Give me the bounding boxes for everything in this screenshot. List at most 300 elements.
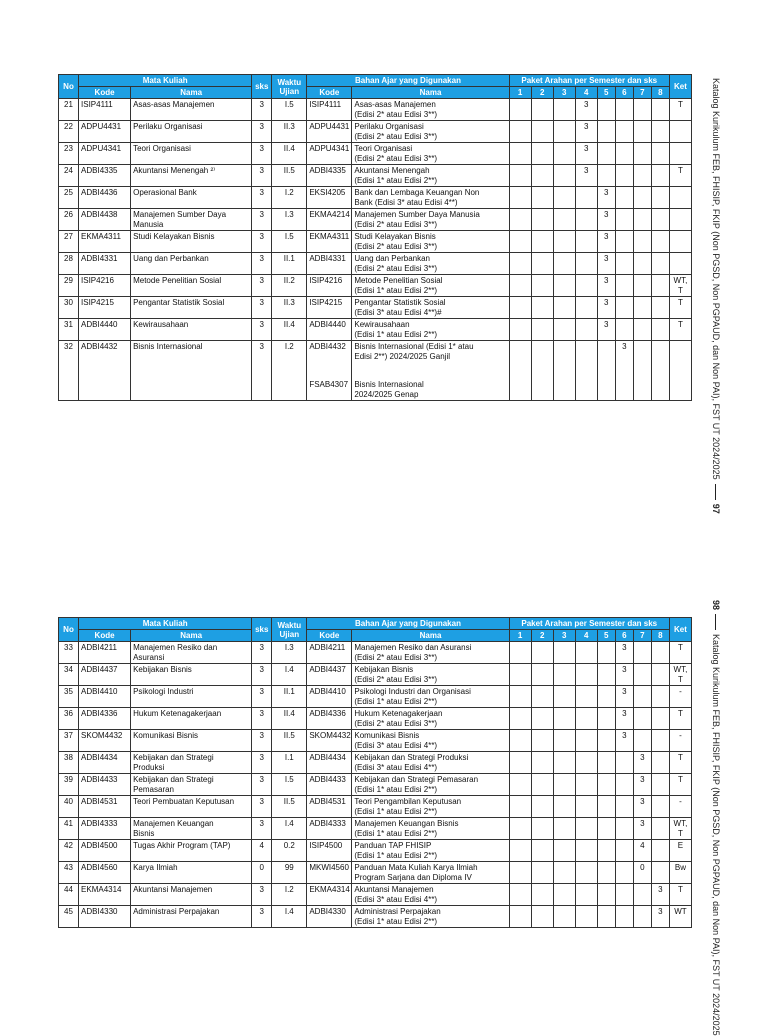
course-code: ADPU4341 [79, 143, 131, 165]
ket-cell: T [669, 165, 691, 187]
course-code: ADBI4500 [79, 840, 131, 862]
course-sks: 3 [252, 730, 272, 752]
material-name: Manajemen Resiko dan Asuransi (Edisi 2* atau Edisi 3**) [352, 642, 509, 664]
semester-cell [509, 143, 531, 165]
ket-cell: - [669, 686, 691, 708]
course-sks: 3 [252, 686, 272, 708]
table-row [59, 708, 692, 730]
material-code: ADPU4431 [307, 121, 352, 143]
semester-cell [651, 165, 669, 187]
semester-cell [597, 730, 615, 752]
course-code: ADBI4560 [79, 862, 131, 884]
header-bahan-nama: Nama [352, 87, 509, 99]
semester-cell [553, 708, 575, 730]
course-sks: 3 [252, 818, 272, 840]
semester-cell [575, 209, 597, 231]
exam-time: I.4 [272, 818, 307, 840]
course-name: Teori Pembuatan Keputusan [131, 796, 252, 818]
table-row [59, 99, 692, 121]
semester-cell [615, 253, 633, 275]
semester-cell [651, 686, 669, 708]
course-code: ISIP4215 [79, 297, 131, 319]
semester-cell [531, 686, 553, 708]
course-name: Uang dan Perbankan [131, 253, 252, 275]
semester-cell [553, 906, 575, 928]
semester-cell [575, 664, 597, 686]
material-name: Perilaku Organisasi (Edisi 2* atau Edisi 3**) [352, 121, 509, 143]
semester-cell [553, 664, 575, 686]
sidebar-footer-97 [711, 78, 721, 514]
table-row [59, 297, 692, 319]
header-row [59, 87, 692, 99]
semester-cell [633, 165, 651, 187]
header-nama: Nama [131, 630, 252, 642]
table-header [59, 618, 692, 642]
ket-cell [669, 231, 691, 253]
material-code: EKMA4314 [307, 884, 352, 906]
ket-cell: T [669, 642, 691, 664]
ket-cell: WT, T [669, 664, 691, 686]
row-no: 34 [59, 664, 79, 686]
material-code: EKSI4205 [307, 187, 352, 209]
course-name: Psikologi Industri [131, 686, 252, 708]
material-name: Akuntansi Menengah (Edisi 1* atau Edisi 2**) [352, 165, 509, 187]
semester-cell [509, 752, 531, 774]
semester-cell [509, 884, 531, 906]
course-sks: 0 [252, 862, 272, 884]
semester-cell: 3 [633, 796, 651, 818]
table-row [59, 774, 692, 796]
semester-cell [531, 99, 553, 121]
semester-cell [651, 275, 669, 297]
semester-cell [575, 341, 597, 401]
row-no: 35 [59, 686, 79, 708]
semester-cell [597, 752, 615, 774]
semester-cell [531, 774, 553, 796]
exam-time: I.3 [272, 209, 307, 231]
exam-time: 0.2 [272, 840, 307, 862]
material-name: Hukum Ketenagakerjaan (Edisi 2* atau Edisi 3**) [352, 708, 509, 730]
semester-cell [575, 708, 597, 730]
ket-cell: T [669, 99, 691, 121]
semester-cell [575, 796, 597, 818]
row-no: 27 [59, 231, 79, 253]
semester-cell: 3 [615, 730, 633, 752]
header-sks: sks [252, 618, 272, 642]
semester-cell [553, 752, 575, 774]
course-code: ISIP4111 [79, 99, 131, 121]
semester-cell [553, 275, 575, 297]
ket-cell: T [669, 752, 691, 774]
semester-cell: 3 [575, 165, 597, 187]
table-row [59, 730, 692, 752]
table-row [59, 165, 692, 187]
semester-cell [651, 818, 669, 840]
catalog-title: Katalog Kurikulum FEB, FHISIP, FKIP (Non PGSD, Non PGPAUD, dan Non PAI), FST UT 2024/2025 [711, 78, 721, 480]
header-paket: Paket Arahan per Semester dan sks [509, 618, 669, 630]
semester-cell [651, 708, 669, 730]
semester-cell [633, 187, 651, 209]
semester-cell [553, 165, 575, 187]
table-row [59, 818, 692, 840]
material-name: Panduan TAP FHISIP (Edisi 1* atau Edisi 2**) [352, 840, 509, 862]
semester-cell [597, 796, 615, 818]
semester-cell [615, 99, 633, 121]
semester-cell [651, 840, 669, 862]
semester-cell [553, 297, 575, 319]
semester-cell [509, 275, 531, 297]
semester-cell [651, 253, 669, 275]
ket-cell: T [669, 884, 691, 906]
material-code: EKMA4311 [307, 231, 352, 253]
semester-cell [615, 906, 633, 928]
material-name: Kebijakan Bisnis (Edisi 2* atau Edisi 3**) [352, 664, 509, 686]
semester-cell [575, 730, 597, 752]
semester-cell [633, 664, 651, 686]
semester-cell [509, 664, 531, 686]
semester-cell [651, 297, 669, 319]
course-sks: 3 [252, 319, 272, 341]
row-no: 26 [59, 209, 79, 231]
course-sks: 3 [252, 143, 272, 165]
semester-cell [509, 708, 531, 730]
course-name: Komunikasi Bisnis [131, 730, 252, 752]
header-bahan-kode: Kode [307, 630, 352, 642]
header-semester: 5 [597, 87, 615, 99]
course-sks: 3 [252, 275, 272, 297]
header-semester: 8 [651, 630, 669, 642]
material-name: Metode Penelitian Sosial (Edisi 1* atau Edisi 2**) [352, 275, 509, 297]
material-code: ADBI4331 [307, 253, 352, 275]
semester-cell: 3 [633, 774, 651, 796]
semester-cell [553, 341, 575, 401]
semester-cell [553, 686, 575, 708]
semester-cell [615, 121, 633, 143]
row-no: 38 [59, 752, 79, 774]
semester-cell [531, 319, 553, 341]
course-name: Tugas Akhir Program (TAP) [131, 840, 252, 862]
course-name: Administrasi Perpajakan [131, 906, 252, 928]
page-number: 97 [711, 503, 721, 514]
semester-cell [651, 774, 669, 796]
semester-cell: 3 [597, 319, 615, 341]
semester-cell [575, 818, 597, 840]
semester-cell [531, 642, 553, 664]
course-table-page-98 [58, 617, 692, 928]
material-code: ADBI4433 [307, 774, 352, 796]
row-no: 29 [59, 275, 79, 297]
header-bahan-ajar: Bahan Ajar yang Digunakan [307, 618, 509, 630]
semester-cell [633, 253, 651, 275]
course-code: ADBI4440 [79, 319, 131, 341]
material-code: ISIP4111 [307, 99, 352, 121]
course-name: Karya Ilmiah [131, 862, 252, 884]
header-ket: Ket [669, 75, 691, 99]
semester-cell [531, 121, 553, 143]
course-code: ADBI4433 [79, 774, 131, 796]
course-sks: 3 [252, 253, 272, 275]
table-row [59, 752, 692, 774]
exam-time: I.2 [272, 187, 307, 209]
course-code: EKMA4314 [79, 884, 131, 906]
semester-cell [615, 884, 633, 906]
header-row [59, 630, 692, 642]
course-sks: 3 [252, 121, 272, 143]
header-semester: 6 [615, 87, 633, 99]
course-name: Bisnis Internasional [131, 341, 252, 401]
course-code: SKOM4432 [79, 730, 131, 752]
exam-time: II.3 [272, 121, 307, 143]
course-sks: 3 [252, 796, 272, 818]
semester-cell [575, 642, 597, 664]
material-name: Kewirausahaan (Edisi 1* atau Edisi 2**) [352, 319, 509, 341]
exam-time: I.5 [272, 774, 307, 796]
header-row [59, 618, 692, 630]
semester-cell [597, 341, 615, 401]
header-bahan-nama: Nama [352, 630, 509, 642]
semester-cell [553, 774, 575, 796]
semester-cell [615, 796, 633, 818]
semester-cell [509, 862, 531, 884]
material-name: Uang dan Perbankan (Edisi 2* atau Edisi 3**) [352, 253, 509, 275]
semester-cell [553, 796, 575, 818]
course-table-page-97 [58, 74, 692, 401]
header-sks: sks [252, 75, 272, 99]
semester-cell [575, 752, 597, 774]
semester-cell [615, 209, 633, 231]
semester-cell [651, 664, 669, 686]
semester-cell [553, 862, 575, 884]
header-semester: 1 [509, 87, 531, 99]
row-no: 23 [59, 143, 79, 165]
header-semester: 4 [575, 630, 597, 642]
semester-cell [575, 253, 597, 275]
exam-time: II.4 [272, 319, 307, 341]
semester-cell [509, 121, 531, 143]
semester-cell [633, 209, 651, 231]
header-paket: Paket Arahan per Semester dan sks [509, 75, 669, 87]
course-name: Kewirausahaan [131, 319, 252, 341]
semester-cell [633, 686, 651, 708]
course-name: Manajemen Resiko dan Asuransi [131, 642, 252, 664]
semester-cell [553, 99, 575, 121]
semester-cell: 3 [597, 187, 615, 209]
header-semester: 5 [597, 630, 615, 642]
header-semester: 8 [651, 87, 669, 99]
table-row [59, 906, 692, 928]
header-waktu-ujian: Waktu Ujian [272, 75, 307, 99]
material-code: MKWI4560 [307, 862, 352, 884]
semester-cell [509, 818, 531, 840]
table-row [59, 231, 692, 253]
semester-cell [509, 99, 531, 121]
table-row [59, 275, 692, 297]
course-sks: 3 [252, 708, 272, 730]
course-name: Studi Kelayakan Bisnis [131, 231, 252, 253]
semester-cell [615, 862, 633, 884]
ket-cell: E [669, 840, 691, 862]
semester-cell [509, 253, 531, 275]
table-row [59, 796, 692, 818]
semester-cell [633, 121, 651, 143]
semester-cell [597, 708, 615, 730]
table-row [59, 686, 692, 708]
table-row [59, 253, 692, 275]
course-code: ADBI4437 [79, 664, 131, 686]
material-name: Asas-asas Manajemen (Edisi 2* atau Edisi 3**) [352, 99, 509, 121]
semester-cell [509, 906, 531, 928]
semester-cell [553, 143, 575, 165]
material-code: ADBI4440 [307, 319, 352, 341]
semester-cell [553, 840, 575, 862]
semester-cell [531, 165, 553, 187]
semester-cell [531, 796, 553, 818]
ket-cell: T [669, 774, 691, 796]
semester-cell [575, 884, 597, 906]
course-sks: 3 [252, 752, 272, 774]
course-sks: 3 [252, 297, 272, 319]
semester-cell [597, 686, 615, 708]
semester-cell: 3 [651, 906, 669, 928]
course-code: ADBI4331 [79, 253, 131, 275]
semester-cell [553, 231, 575, 253]
semester-cell [651, 730, 669, 752]
semester-cell [651, 642, 669, 664]
material-code: ADBI4531 [307, 796, 352, 818]
row-no: 40 [59, 796, 79, 818]
material-code: ADBI4410 [307, 686, 352, 708]
divider [715, 614, 716, 630]
course-name: Manajemen Sumber Daya Manusia [131, 209, 252, 231]
ket-cell: T [669, 297, 691, 319]
row-no: 30 [59, 297, 79, 319]
course-sks: 3 [252, 187, 272, 209]
material-name: Panduan Mata Kuliah Karya Ilmiah Program Sarjana dan Diploma IV [352, 862, 509, 884]
ket-cell: T [669, 319, 691, 341]
semester-cell [553, 121, 575, 143]
course-code: ADBI4330 [79, 906, 131, 928]
semester-cell: 3 [597, 275, 615, 297]
course-name: Kebijakan dan Strategi Produksi [131, 752, 252, 774]
semester-cell [597, 143, 615, 165]
semester-cell [531, 341, 553, 401]
semester-cell [509, 297, 531, 319]
semester-cell [633, 99, 651, 121]
semester-cell [509, 341, 531, 401]
course-code: ISIP4216 [79, 275, 131, 297]
course-sks: 3 [252, 906, 272, 928]
semester-cell [633, 143, 651, 165]
semester-cell [633, 730, 651, 752]
row-no: 28 [59, 253, 79, 275]
header-kode: Kode [79, 87, 131, 99]
semester-cell [597, 99, 615, 121]
semester-cell [633, 341, 651, 401]
row-no: 37 [59, 730, 79, 752]
semester-cell [553, 730, 575, 752]
row-no: 22 [59, 121, 79, 143]
semester-cell: 3 [575, 121, 597, 143]
semester-cell: 3 [633, 818, 651, 840]
semester-cell [553, 209, 575, 231]
table-row [59, 209, 692, 231]
exam-time: II.5 [272, 730, 307, 752]
exam-time: I.4 [272, 664, 307, 686]
semester-cell [531, 884, 553, 906]
semester-cell: 3 [615, 642, 633, 664]
course-sks: 3 [252, 884, 272, 906]
row-no: 43 [59, 862, 79, 884]
ket-cell [669, 209, 691, 231]
semester-cell [615, 143, 633, 165]
header-no: No [59, 75, 79, 99]
sidebar-footer-98 [711, 600, 721, 1036]
course-name: Manajemen Keuangan Bisnis [131, 818, 252, 840]
ket-cell [669, 121, 691, 143]
semester-cell [531, 730, 553, 752]
semester-cell [509, 796, 531, 818]
material-code: ADBI4437 [307, 664, 352, 686]
material-code: ADBI4432 FSAB4307 [307, 341, 352, 401]
material-name: Kebijakan dan Strategi Produksi (Edisi 3* atau Edisi 4**) [352, 752, 509, 774]
semester-cell [651, 187, 669, 209]
ket-cell: WT, T [669, 275, 691, 297]
ket-cell [669, 187, 691, 209]
material-code: ADBI4333 [307, 818, 352, 840]
semester-cell [575, 187, 597, 209]
page-number: 98 [711, 600, 721, 611]
semester-cell [531, 752, 553, 774]
semester-cell [509, 231, 531, 253]
semester-cell [509, 774, 531, 796]
semester-cell [615, 774, 633, 796]
table-row [59, 642, 692, 664]
semester-cell: 3 [615, 708, 633, 730]
semester-cell [615, 840, 633, 862]
course-code: ADBI4333 [79, 818, 131, 840]
semester-cell [575, 862, 597, 884]
course-name: Teori Organisasi [131, 143, 252, 165]
exam-time: I.3 [272, 642, 307, 664]
material-name: Manajemen Keuangan Bisnis (Edisi 1* atau Edisi 2**) [352, 818, 509, 840]
table-row [59, 143, 692, 165]
header-mata-kuliah: Mata Kuliah [79, 75, 252, 87]
semester-cell [575, 906, 597, 928]
ket-cell [669, 143, 691, 165]
semester-cell [651, 121, 669, 143]
semester-cell [651, 319, 669, 341]
row-no: 45 [59, 906, 79, 928]
course-code: EKMA4311 [79, 231, 131, 253]
ket-cell: WT, T [669, 818, 691, 840]
semester-cell [553, 818, 575, 840]
course-sks: 3 [252, 642, 272, 664]
semester-cell [509, 165, 531, 187]
semester-cell [531, 862, 553, 884]
semester-cell: 3 [615, 341, 633, 401]
semester-cell [575, 231, 597, 253]
exam-time: I.1 [272, 752, 307, 774]
material-name: Teori Pengambilan Keputusan (Edisi 1* atau Edisi 2**) [352, 796, 509, 818]
semester-cell [575, 275, 597, 297]
exam-time: I.5 [272, 99, 307, 121]
semester-cell [597, 165, 615, 187]
semester-cell [615, 752, 633, 774]
semester-cell [553, 642, 575, 664]
semester-cell [633, 297, 651, 319]
ket-cell [669, 253, 691, 275]
header-semester: 2 [531, 87, 553, 99]
